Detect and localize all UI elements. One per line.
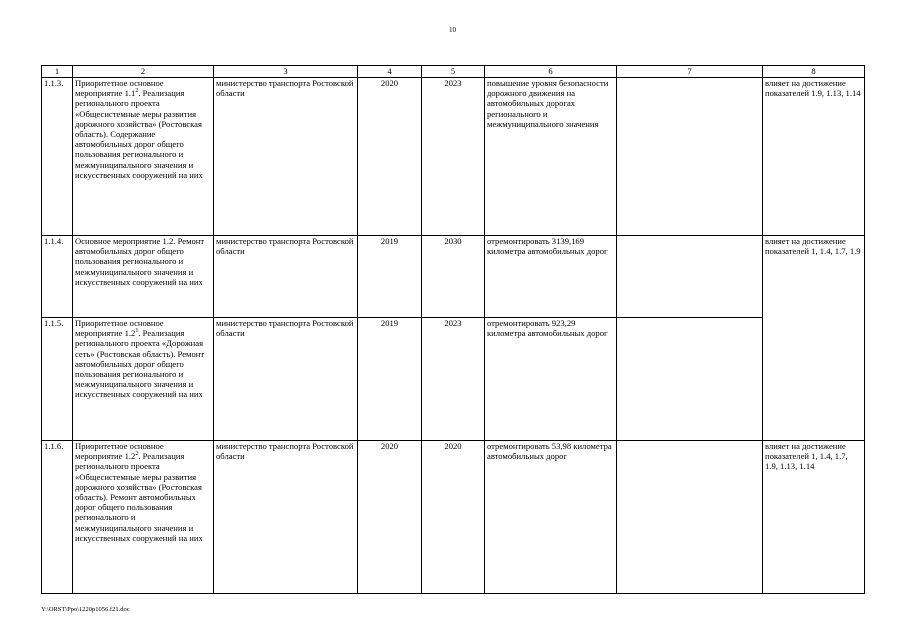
measure-name: Основное мероприятие 1.2. Ремонт автомобильных дорог общего пользования регионального и межмуниципального значения и искусственных сооружений на них xyxy=(73,236,214,318)
header-cell: 8 xyxy=(763,66,865,78)
measure-name: Приоритетное основное мероприятие $1.2^2$. Реализация регионального проекта «Общесистемные меры развития дорожного хозяйства» (Ростовская область). Ремонт автомобильных дорог общего пользования регионального и межмуниципального значения и искусственных сооружений на них xyxy=(73,441,214,594)
measures-table xyxy=(41,65,865,594)
col7-cell xyxy=(617,441,763,594)
measure-name: Приоритетное основное мероприятие $1.1^2$. Реализация регионального проекта «Общесистемные меры развития дорожного хозяйства» (Ростовская область). Содержание автомобильных дорог общего пользования регионального и межмуниципального значения и искусственных сооружений на них xyxy=(73,78,214,236)
row-number: 1.1.5. xyxy=(42,318,73,441)
col7-cell xyxy=(617,236,763,318)
end-year: 2020 xyxy=(422,441,485,594)
end-year: 2030 xyxy=(422,236,485,318)
expected-result: отремонтировать 923,29 километра автомобильных дорог xyxy=(485,318,617,441)
table-row xyxy=(42,318,865,441)
header-cell: 4 xyxy=(358,66,422,78)
header-cell: 6 xyxy=(485,66,617,78)
executor: министерство транспорта Ростовской области xyxy=(214,78,358,236)
col7-cell xyxy=(617,78,763,236)
indicator-link xyxy=(763,318,865,441)
indicator-link: влияет на достижение показателей 1.9, 1.13, 1.14 xyxy=(763,78,865,236)
executor: министерство транспорта Ростовской области xyxy=(214,236,358,318)
table-row xyxy=(42,441,865,594)
expected-result: отремонтировать 53,98 километра автомобильных дорог xyxy=(485,441,617,594)
table-row xyxy=(42,78,865,236)
start-year: 2020 xyxy=(358,441,422,594)
header-cell: 3 xyxy=(214,66,358,78)
indicator-link: влияет на достижение показателей 1, 1.4, 1.7, 1.9, 1.13, 1.14 xyxy=(763,441,865,594)
end-year: 2023 xyxy=(422,318,485,441)
header-cell: 7 xyxy=(617,66,763,78)
table-row xyxy=(42,236,865,318)
expected-result: повышение уровня безопасности дорожного движения на автомобильных дорогах регионального и межмуниципального значения xyxy=(485,78,617,236)
file-path-footer: Y:\ORST\Ppo\1220p1056.f21.doc xyxy=(41,606,130,613)
end-year: 2023 xyxy=(422,78,485,236)
page-number: 10 xyxy=(449,26,456,34)
row-number: 1.1.4. xyxy=(42,236,73,318)
row-number: 1.1.3. xyxy=(42,78,73,236)
header-cell: 5 xyxy=(422,66,485,78)
col7-cell xyxy=(617,318,763,441)
header-row xyxy=(42,66,865,78)
header-cell: 1 xyxy=(42,66,73,78)
executor: министерство транспорта Ростовской области xyxy=(214,318,358,441)
indicator-link: влияет на достижение показателей 1, 1.4, 1.7, 1.9 xyxy=(763,236,865,318)
measure-name: Приоритетное основное мероприятие $1.2^1$. Реализация регионального проекта «Дорожная сеть» (Ростовская область). Ремонт автомобильных дорог общего пользования регионального и межмуниципального значения и искусственных сооружений на них xyxy=(73,318,214,441)
header-cell: 2 xyxy=(73,66,214,78)
row-number: 1.1.6. xyxy=(42,441,73,594)
executor: министерство транспорта Ростовской области xyxy=(214,441,358,594)
expected-result: отремонтировать 3139,169 километра автомобильных дорог xyxy=(485,236,617,318)
start-year: 2019 xyxy=(358,236,422,318)
start-year: 2020 xyxy=(358,78,422,236)
start-year: 2019 xyxy=(358,318,422,441)
